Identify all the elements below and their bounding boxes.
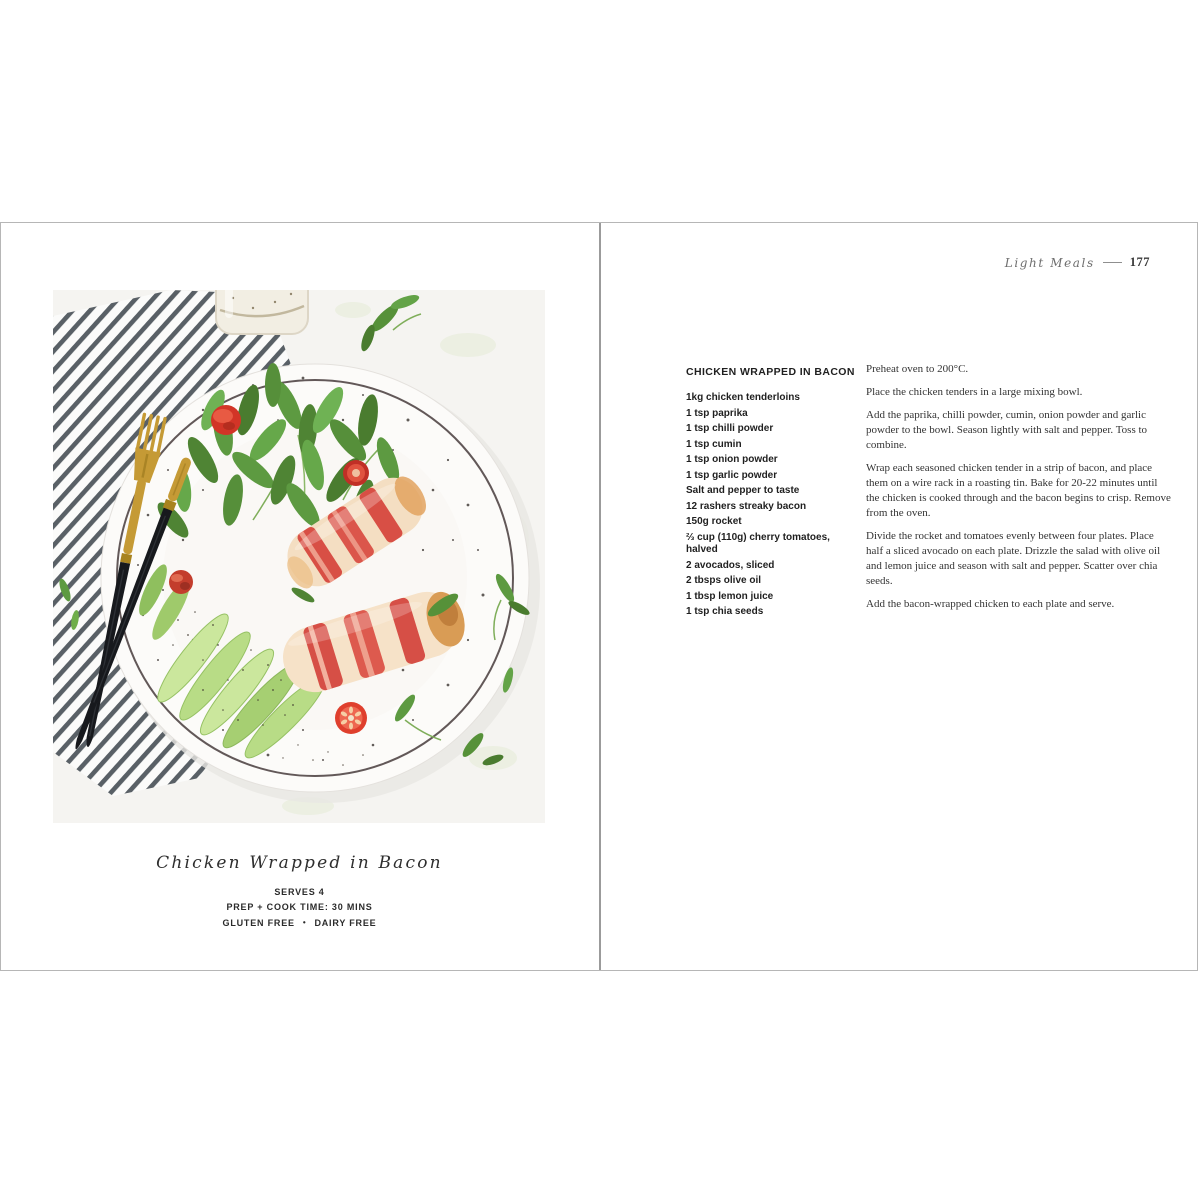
page-spine-divider [599,223,601,970]
ingredient-item: 2 tbsps olive oil [686,575,762,586]
ingredient-item: 1 tsp chia seeds [686,606,764,617]
ingredient-item: 12 rashers streaky bacon [686,500,807,512]
ingredient-item: 1 tbsp lemon juice [686,590,774,602]
method-paragraph: Preheat oven to 200°C. [866,363,969,375]
header-rule [1103,262,1122,264]
running-header [1005,255,1150,270]
method-paragraph: Wrap each seasoned chicken tender in a strip of bacon, and place them on a wire rack in a roasting tin. Bake for 20-22 minutes until the chicken is cooked through and the bacon begins to crisp. Remove from the oven. [866,462,1171,519]
section-label: Light Meals [1004,255,1095,270]
ingredient-item: 1 tsp cumin [686,438,742,450]
ingredient-item: 1 tsp onion powder [686,454,778,465]
ingredient-item: 1 tsp garlic powder [686,469,778,481]
roasted-tomato [169,570,193,594]
method-paragraph: Divide the rocket and tomatoes evenly between four plates. Place half a sliced avocado on each plate. Drizzle the salad with olive oil and lemon juice and season with salt and pepper. Scatter over chia seeds. [866,530,1161,587]
dressing-jar [216,290,308,334]
dietary-separator-dot: • [302,918,307,927]
ingredients-list [686,392,858,619]
recipe-heading: CHICKEN WRAPPED IN BACON [686,366,855,378]
recipe-title-block [0,853,599,931]
ingredient-item: 1 tsp chilli powder [686,423,774,434]
dietary-line [0,915,599,931]
method-paragraph: Add the paprika, chilli powder, cumin, onion powder and garlic powder to the bowl. Season lightly with salt and pepper. Toss to combine. [866,409,1148,451]
recipe-title: Chicken Wrapped in Bacon [156,853,443,873]
page-number: 177 [1129,255,1150,269]
serves-line: SERVES 4 [274,887,325,897]
dairy-free-label: DAIRY FREE [314,918,377,928]
ingredient-item: 1 tsp paprika [686,407,748,419]
ingredient-item: Salt and pepper to taste [686,485,800,496]
method-paragraph: Add the bacon-wrapped chicken to each plate and serve. [866,598,1115,610]
recipe-photo [53,290,545,823]
method-column [866,362,1171,620]
gluten-free-label: GLUTEN FREE [222,918,295,928]
ingredient-item: 1kg chicken tenderloins [686,392,800,403]
cherry-tomato-half [335,702,367,734]
method-paragraph: Place the chicken tenders in a large mixing bowl. [866,386,1083,398]
ingredient-item: 2 avocados, sliced [686,559,775,571]
ingredient-item: 150g rocket [686,516,742,527]
time-line: PREP + COOK TIME: 30 MINS [226,902,373,912]
ingredient-item: ⅔ cup (110g) cherry tomatoes, halved [686,531,830,555]
ingredients-column [686,366,858,622]
